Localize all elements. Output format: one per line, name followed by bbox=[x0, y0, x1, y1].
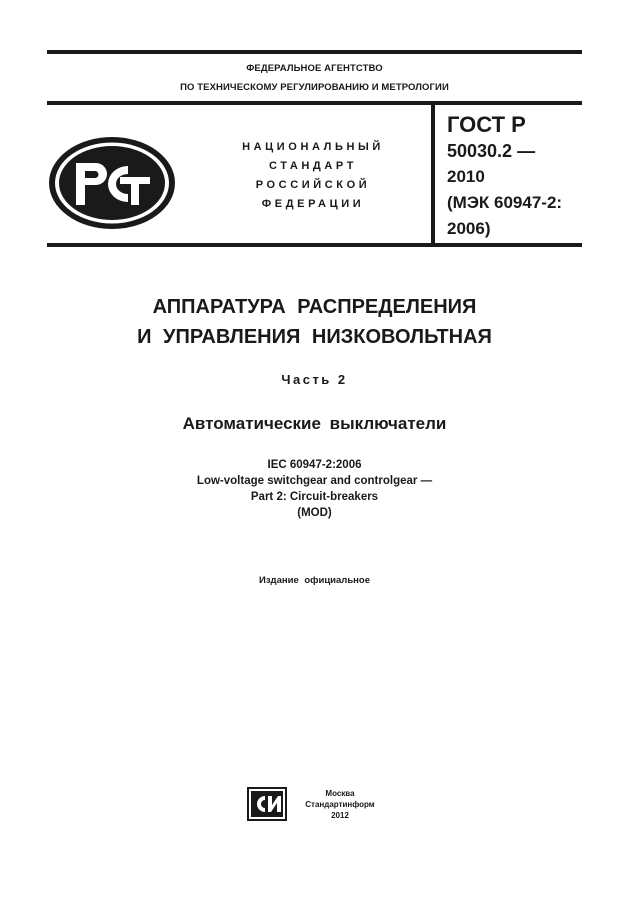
agency-line-1: ФЕДЕРАЛЬНОЕ АГЕНТСТВО bbox=[246, 63, 383, 74]
part-label: Часть 2 bbox=[281, 372, 348, 387]
iec-line-1: IEC 60947-2:2006 bbox=[267, 459, 362, 471]
rst-logo-icon bbox=[46, 133, 178, 233]
bottom-header-rule bbox=[47, 243, 582, 247]
iec-line-2: Low-voltage switchgear and controlgear — bbox=[196, 475, 433, 487]
agency-line-2: ПО ТЕХНИЧЕСКОМУ РЕГУЛИРОВАНИЮ И МЕТРОЛОГИИ bbox=[180, 82, 449, 93]
header-rule bbox=[47, 101, 582, 105]
iec-reference bbox=[47, 457, 582, 521]
document-subtitle: Автоматические выключатели bbox=[182, 414, 447, 433]
gost-line-3: 2010 bbox=[447, 167, 485, 186]
national-line-1: НАЦИОНАЛЬНЫЙ bbox=[242, 141, 384, 153]
top-rule bbox=[47, 50, 582, 54]
national-line-3: РОССИЙСКОЙ bbox=[255, 179, 371, 191]
gost-line-2: 50030.2 — bbox=[447, 141, 536, 161]
gost-line-1: ГОСТ Р bbox=[447, 112, 526, 137]
national-line-2: СТАНДАРТ bbox=[268, 160, 358, 172]
publication-year: 2012 bbox=[331, 811, 349, 820]
document-title-line-1: АППАРАТУРА РАСПРЕДЕЛЕНИЯ bbox=[152, 296, 477, 318]
iec-line-4: (MOD) bbox=[297, 507, 332, 519]
national-standard-label bbox=[218, 138, 408, 214]
publisher-info bbox=[292, 788, 388, 821]
publisher-city: Москва bbox=[325, 789, 355, 798]
gost-line-4: (МЭК 60947-2: bbox=[447, 193, 563, 212]
publisher-name: Стандартинформ bbox=[305, 800, 375, 809]
gost-line-5: 2006) bbox=[447, 219, 491, 238]
edition-label: Издание официальное bbox=[259, 575, 370, 586]
document-title-line-2: И УПРАВЛЕНИЯ НИЗКОВОЛЬТНАЯ bbox=[137, 326, 492, 348]
publisher-logo-icon bbox=[247, 787, 287, 821]
national-line-4: ФЕДЕРАЦИИ bbox=[261, 198, 365, 210]
iec-line-3: Part 2: Circuit-breakers bbox=[250, 491, 379, 503]
vertical-divider bbox=[431, 105, 435, 243]
gost-designation bbox=[447, 112, 597, 242]
